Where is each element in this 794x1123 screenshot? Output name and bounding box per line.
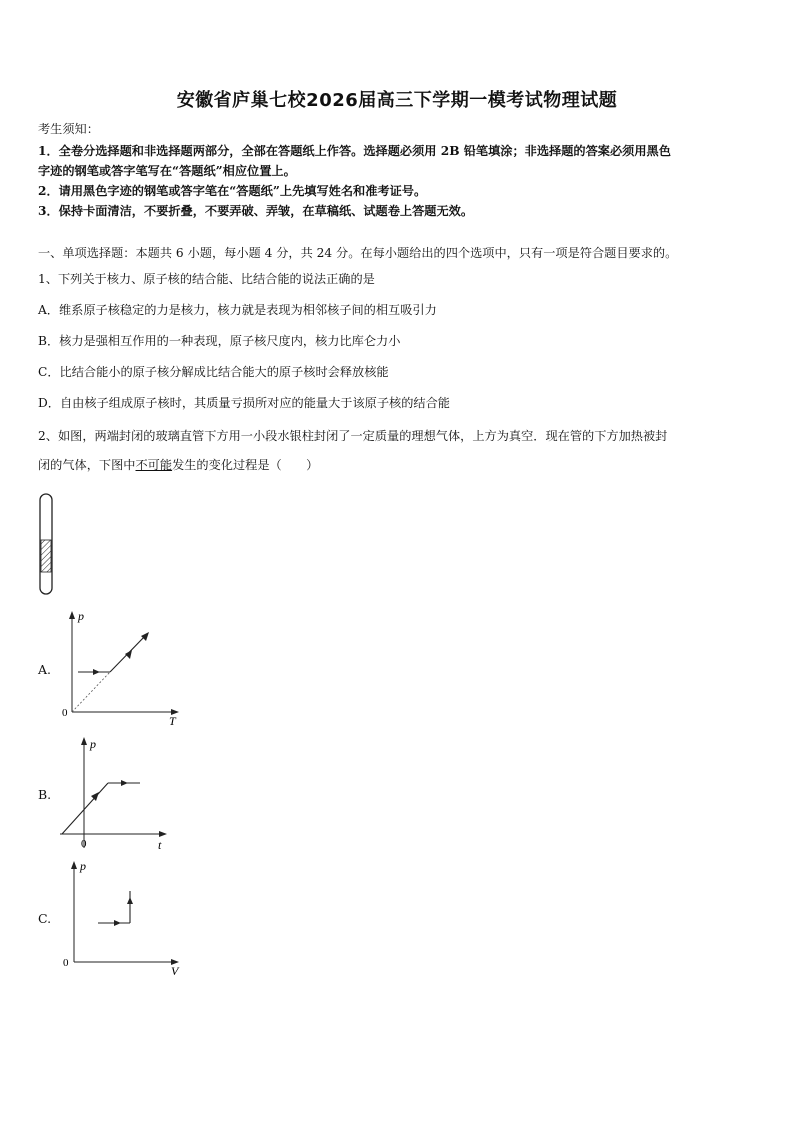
q2-option-c-origin: 0 [63,957,69,969]
q2-stem-line-2-post: 发生的变化过程是（ ） [172,458,319,472]
section-1-heading: 一、单项选择题：本题共 6 小题，每小题 4 分，共 24 分。在每小题给出的四个选项中，只有一项是符合题目要求的。 [38,246,678,260]
notice-heading: 考生须知： [38,122,99,136]
q2-option-b-origin: 0 [81,838,87,850]
q2-option-a-xlabel: T [169,714,176,728]
q2-option-c-label[interactable]: C. [38,911,52,926]
notice-item-1-cont: 字迹的钢笔或答字笔写在“答题纸”相应位置上。 [38,164,296,178]
q2-option-c-xlabel: V [171,964,179,978]
q2-option-b-label[interactable]: B. [38,787,52,802]
q1-option-b[interactable]: B．核力是强相互作用的一种表现，原子核尺度内，核力比库仑力小 [38,334,401,348]
q2-option-b-graph[interactable] [58,734,188,854]
q2-option-b-xlabel: t [158,838,162,852]
notice-item-3: 3．保持卡面清洁，不要折叠，不要弄破、弄皱，在草稿纸、试题卷上答题无效。 [38,204,474,218]
q2-option-c-ylabel: p [80,859,86,873]
q2-option-a-graph[interactable] [58,608,188,728]
notice-item-2: 2．请用黑色字迹的钢笔或答字笔在“答题纸”上先填写姓名和准考证号。 [38,184,427,198]
q2-stem-line-2-pre: 闭的气体，下图中 [38,458,136,472]
q2-option-b-ylabel: p [90,737,96,751]
q1-option-a[interactable]: A．维系原子核稳定的力是核力，核力就是表现为相邻核子间的相互吸引力 [38,303,437,317]
q1-stem: 1、下列关于核力、原子核的结合能、比结合能的说法正确的是 [38,272,375,286]
q2-stem-emphasis: 不可能 [135,458,173,472]
glass-tube-diagram [36,492,58,598]
q1-option-d[interactable]: D．自由核子组成原子核时，其质量亏损所对应的能量大于该原子核的结合能 [38,396,450,410]
q1-option-c[interactable]: C．比结合能小的原子核分解成比结合能大的原子核时会释放核能 [38,365,389,379]
notice-item-1: 1．全卷分选择题和非选择题两部分，全部在答题纸上作答。选择题必须用 2B 铅笔填涂；非选择题的答案必须用黑色 [38,144,671,158]
q2-option-a-origin: 0 [62,707,68,719]
q2-stem-line-2 [38,457,760,473]
q2-option-a-ylabel: p [78,609,84,623]
q2-option-c-graph[interactable] [58,858,188,978]
mercury-column [41,540,51,572]
q2-stem-line-1: 2、如图，两端封闭的玻璃直管下方用一小段水银柱封闭了一定质量的理想气体，上方为真空．现在管的下方加热被封 [38,429,668,443]
page-title: 安徽省庐巢七校2026届高三下学期一模考试物理试题 [176,90,618,111]
q2-option-a-label[interactable]: A. [38,662,52,677]
